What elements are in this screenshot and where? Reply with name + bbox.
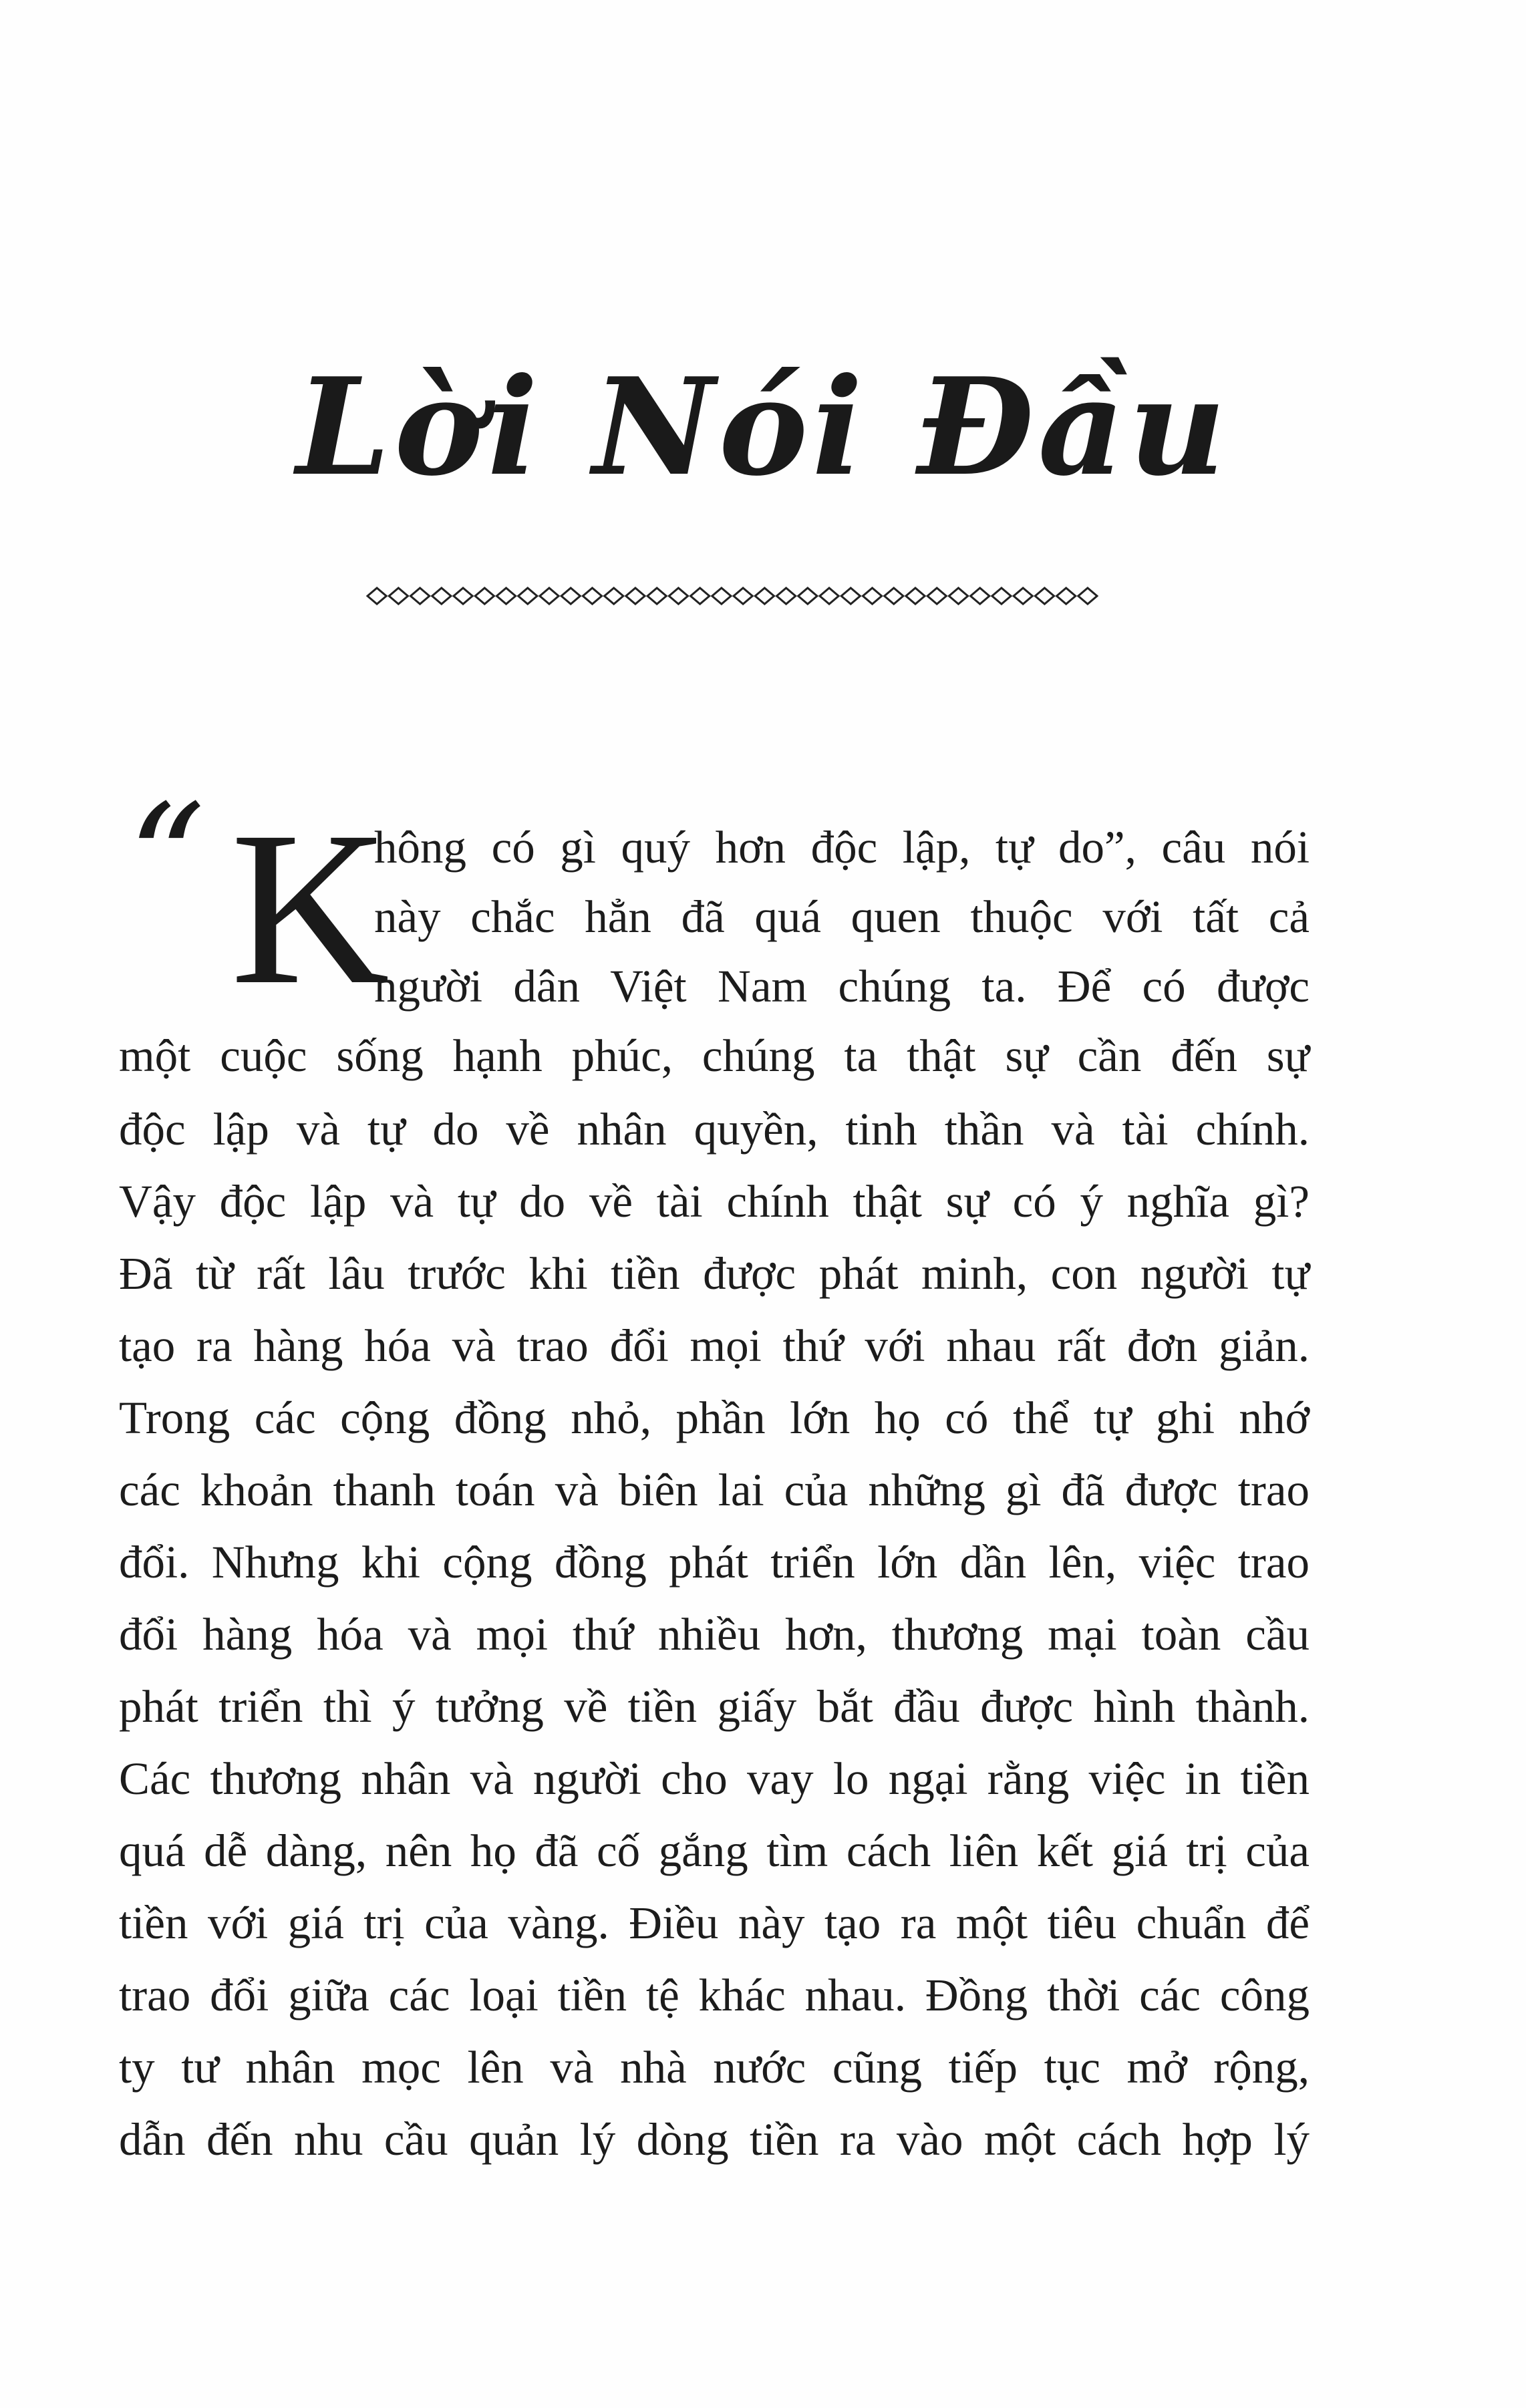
ornament-diamond <box>927 588 946 604</box>
paragraph-line: độc lập và tự do về nhân quyền, tinh thần và tài chính. <box>119 1104 1310 1155</box>
paragraph-line: các khoản thanh toán và biên lai của những gì đã được trao <box>119 1465 1310 1515</box>
ornament-diamond <box>669 588 688 604</box>
paragraph-line: Các thương nhân và người cho vay lo ngại rằng việc in tiền <box>119 1753 1310 1804</box>
paragraph-line: đổi hàng hóa và mọi thứ nhiều hơn, thương mại toàn cầu <box>119 1609 1310 1660</box>
ornament-diamond <box>885 588 903 604</box>
ornament-diamond <box>496 588 515 604</box>
ornament-diamond <box>454 588 472 604</box>
ornament-diamond <box>712 588 731 604</box>
paragraph-line: hông có gì quý hơn độc lập, tự do”, câu nói <box>374 822 1310 873</box>
ornament-diamond <box>820 588 838 604</box>
ornament-diamond <box>1014 588 1032 604</box>
drop-cap-letter: K <box>231 786 390 1030</box>
ornament-diamond <box>561 588 580 604</box>
paragraph-line: Vậy độc lập và tự do về tài chính thật sự có ý nghĩa gì? <box>119 1176 1310 1227</box>
paragraph-line: một cuộc sống hạnh phúc, chúng ta thật sự cần đến sự <box>119 1030 1310 1081</box>
ornament-diamond <box>647 588 666 604</box>
ornament-diamond <box>992 588 1011 604</box>
ornament-diamond <box>389 588 408 604</box>
paragraph-line: dẫn đến nhu cầu quản lý dòng tiền ra vào một cách hợp lý <box>119 2114 1310 2165</box>
drop-cap-quote-mark: “ <box>127 772 206 951</box>
ornament-diamond <box>432 588 451 604</box>
ornament-diamond <box>410 588 429 604</box>
paragraph-line: này chắc hẳn đã quá quen thuộc với tất cả <box>374 891 1310 942</box>
paragraph-line: ty tư nhân mọc lên và nhà nước cũng tiếp tục mở rộng, <box>119 2042 1310 2093</box>
paragraph-line: trao đổi giữa các loại tiền tệ khác nhau. Đồng thời các công <box>119 1970 1310 2020</box>
ornament-diamond <box>583 588 601 604</box>
ornament-diamond <box>798 588 817 604</box>
ornament-diamond <box>734 588 752 604</box>
ornament-diamond <box>906 588 925 604</box>
ornament-diamond <box>605 588 623 604</box>
ornament-diamond <box>475 588 494 604</box>
ornament-diamond <box>949 588 967 604</box>
paragraph-line: Trong các cộng đồng nhỏ, phần lớn họ có thể tự ghi nhớ <box>119 1392 1310 1443</box>
ornament-diamond <box>1035 588 1054 604</box>
ornament-diamond <box>776 588 795 604</box>
ornament-diamond <box>626 588 645 604</box>
paragraph-line: phát triển thì ý tưởng về tiền giấy bắt đầu được hình thành. <box>119 1681 1310 1732</box>
paragraph-line: quá dễ dàng, nên họ đã cố gắng tìm cách liên kết giá trị của <box>119 1825 1310 1876</box>
ornament-diamond <box>841 588 860 604</box>
ornament-diamond <box>1078 588 1097 604</box>
ornament-diamond <box>518 588 537 604</box>
paragraph-line: tạo ra hàng hóa và trao đổi mọi thứ với nhau rất đơn giản. <box>119 1320 1310 1371</box>
ornament-diamond <box>755 588 774 604</box>
ornament-diamond <box>540 588 559 604</box>
diamond-chain-ornament-icon <box>366 583 1098 609</box>
paragraph-line: đổi. Nhưng khi cộng đồng phát triển lớn dần lên, việc trao <box>119 1537 1310 1588</box>
ornament-diamond <box>971 588 989 604</box>
ornament-diamond <box>367 588 386 604</box>
ornament-diamond <box>1057 588 1076 604</box>
paragraph-line: Đã từ rất lâu trước khi tiền được phát minh, con người tự <box>119 1248 1310 1299</box>
ornament-diamond <box>691 588 710 604</box>
paragraph-line: tiền với giá trị của vàng. Điều này tạo ra một tiêu chuẩn để <box>119 1898 1310 1948</box>
ornament-diamond <box>863 588 881 604</box>
page-title: Lời Nói Đầu <box>296 349 1230 506</box>
paragraph-line: người dân Việt Nam chúng ta. Để có được <box>374 961 1310 1012</box>
